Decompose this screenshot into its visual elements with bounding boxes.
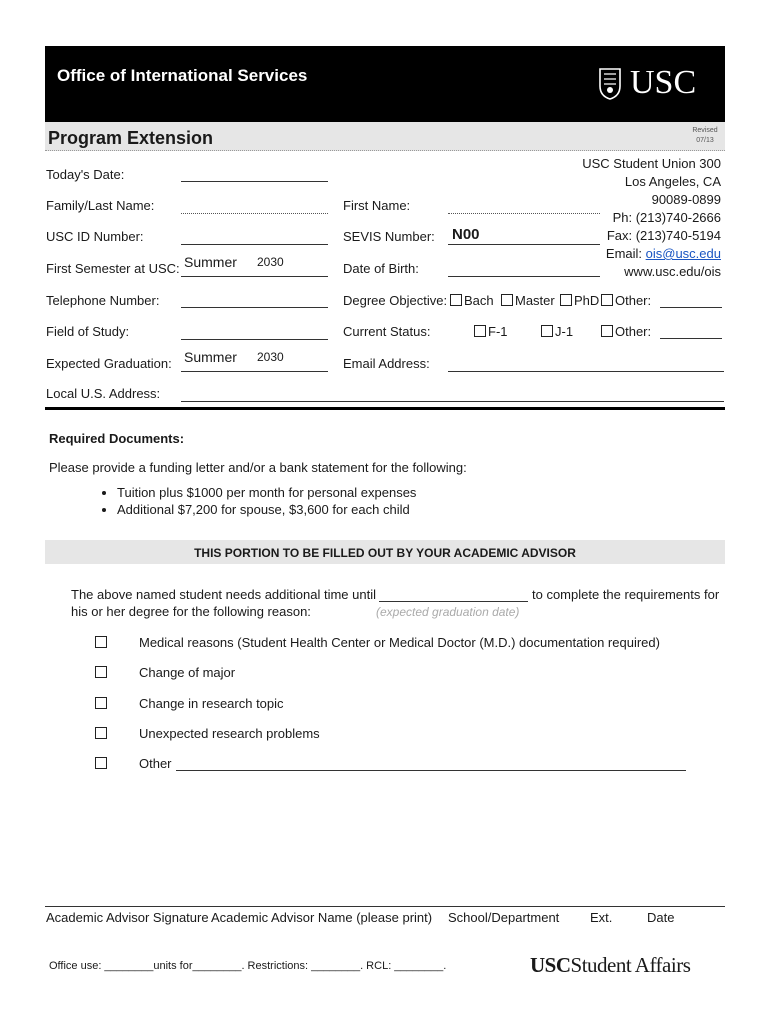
expected-graduation-label: Expected Graduation: bbox=[46, 356, 172, 371]
first-semester-field[interactable] bbox=[181, 276, 328, 277]
advisor-sentence-cont: his or her degree for the following reason: bbox=[71, 604, 311, 619]
office-use-line: Office use: ________units for________. Restrictions: ________. RCL: ________. bbox=[49, 960, 447, 972]
school-department-label: School/Department bbox=[448, 910, 560, 925]
telephone-field[interactable] bbox=[181, 307, 328, 308]
degree-objective-label: Degree Objective: bbox=[343, 293, 448, 308]
first-semester-label: First Semester at USC: bbox=[46, 261, 180, 276]
ext-label: Ext. bbox=[590, 910, 613, 925]
expected-graduation-field[interactable] bbox=[181, 371, 328, 372]
reason-research-problems-label: Unexpected research problems bbox=[139, 726, 320, 741]
advisor-signature-label: Academic Advisor Signature bbox=[46, 910, 209, 925]
current-status-label: Current Status: bbox=[343, 324, 431, 339]
list-item: • Additional $7,200 for spouse, $3,600 for each child bbox=[117, 501, 416, 518]
graduation-year: 2030 bbox=[257, 350, 284, 364]
dob-label: Date of Birth: bbox=[343, 261, 419, 276]
graduation-term: Summer bbox=[184, 349, 237, 365]
usc-logo: USC bbox=[630, 64, 697, 101]
reason-research-topic[interactable] bbox=[95, 696, 109, 711]
telephone-label: Telephone Number: bbox=[46, 293, 160, 308]
checkbox-icon[interactable] bbox=[95, 666, 107, 678]
status-other-field[interactable] bbox=[660, 338, 722, 339]
sevis-label: SEVIS Number: bbox=[343, 229, 435, 244]
status-j1-option[interactable]: J-1 bbox=[541, 324, 573, 339]
status-f1-option[interactable]: F-1 bbox=[474, 324, 508, 339]
first-semester-year: 2030 bbox=[257, 255, 284, 269]
checkbox-icon[interactable] bbox=[95, 727, 107, 739]
usc-id-label: USC ID Number: bbox=[46, 229, 144, 244]
first-name-label: First Name: bbox=[343, 198, 411, 213]
todays-date-label: Today's Date: bbox=[46, 167, 125, 182]
usc-id-field[interactable] bbox=[181, 244, 328, 245]
list-item: • Tuition plus $1000 per month for personal expenses bbox=[117, 484, 416, 501]
family-name-label: Family/Last Name: bbox=[46, 198, 155, 213]
degree-phd-option[interactable]: PhD bbox=[560, 293, 599, 308]
reason-other-field[interactable] bbox=[176, 770, 686, 771]
checkbox-icon[interactable] bbox=[601, 325, 613, 337]
email-label: Email Address: bbox=[343, 356, 430, 371]
status-other-option[interactable]: Other: bbox=[601, 324, 651, 339]
checkbox-icon[interactable] bbox=[541, 325, 553, 337]
reason-research-problems[interactable] bbox=[95, 726, 109, 741]
dob-field[interactable] bbox=[448, 276, 600, 277]
email-field[interactable] bbox=[448, 371, 724, 372]
date-hint: (expected graduation date) bbox=[376, 605, 520, 619]
signature-line[interactable] bbox=[45, 906, 725, 907]
field-of-study-label: Field of Study: bbox=[46, 324, 130, 339]
reason-change-major[interactable] bbox=[95, 665, 109, 680]
degree-bach-option[interactable]: Bach bbox=[450, 293, 494, 308]
checkbox-icon[interactable] bbox=[501, 294, 513, 306]
todays-date-field[interactable] bbox=[181, 181, 328, 182]
advisor-sentence-end: to complete the requirements for bbox=[532, 587, 720, 602]
reason-change-major-label: Change of major bbox=[139, 665, 236, 680]
reason-medical-label: Medical reasons (Student Health Center or Medical Doctor (M.D.) documentation required) bbox=[139, 635, 660, 650]
first-semester-term: Summer bbox=[184, 254, 237, 270]
sevis-value: N00 bbox=[452, 226, 480, 243]
reason-research-topic-label: Change in research topic bbox=[139, 696, 284, 711]
checkbox-icon[interactable] bbox=[601, 294, 613, 306]
student-affairs-logo: USCStudent Affairs bbox=[530, 953, 691, 977]
checkbox-icon[interactable] bbox=[95, 697, 107, 709]
section-divider bbox=[45, 407, 725, 410]
advisor-sentence-start: The above named student needs additional time until bbox=[71, 587, 376, 602]
extension-date-field[interactable] bbox=[379, 601, 528, 602]
checkbox-icon[interactable] bbox=[450, 294, 462, 306]
email-link[interactable]: ois@usc.edu bbox=[645, 246, 721, 261]
local-address-label: Local U.S. Address: bbox=[46, 386, 161, 401]
usc-seal-icon bbox=[597, 66, 623, 100]
required-docs-intro: Please provide a funding letter and/or a bank statement for the following: bbox=[49, 460, 467, 475]
degree-master-option[interactable]: Master bbox=[501, 293, 555, 308]
advisor-name-label: Academic Advisor Name (please print) bbox=[211, 910, 433, 925]
office-title: Office of International Services bbox=[57, 66, 308, 85]
degree-other-field[interactable] bbox=[660, 307, 722, 308]
checkbox-icon[interactable] bbox=[95, 757, 107, 769]
checkbox-icon[interactable] bbox=[474, 325, 486, 337]
local-address-field[interactable] bbox=[181, 401, 724, 402]
form-title: Program Extension bbox=[48, 128, 214, 148]
sevis-field[interactable] bbox=[448, 244, 600, 245]
reason-medical[interactable] bbox=[95, 635, 109, 650]
revised-note: Revised 07/13 bbox=[692, 127, 718, 144]
advisor-banner-text: THIS PORTION TO BE FILLED OUT BY YOUR ACADEMIC ADVISOR bbox=[194, 546, 576, 560]
checkbox-icon[interactable] bbox=[560, 294, 572, 306]
checkbox-icon[interactable] bbox=[95, 636, 107, 648]
degree-other-option[interactable]: Other: bbox=[601, 293, 651, 308]
reason-other-label: Other bbox=[139, 756, 172, 771]
office-address: USC Student Union 300 Los Angeles, CA 90089-0899 Ph: (213)740-2666 Fax: (213)740-5194 Email: ois@usc.edu www.usc.edu/ois bbox=[582, 156, 721, 279]
required-docs-heading: Required Documents: bbox=[49, 431, 185, 446]
field-of-study-field[interactable] bbox=[181, 339, 328, 340]
date-label: Date bbox=[647, 910, 675, 925]
required-docs-list bbox=[97, 484, 416, 518]
first-name-field[interactable] bbox=[448, 213, 600, 214]
reason-other[interactable] bbox=[95, 756, 109, 771]
family-name-field[interactable] bbox=[181, 213, 328, 214]
